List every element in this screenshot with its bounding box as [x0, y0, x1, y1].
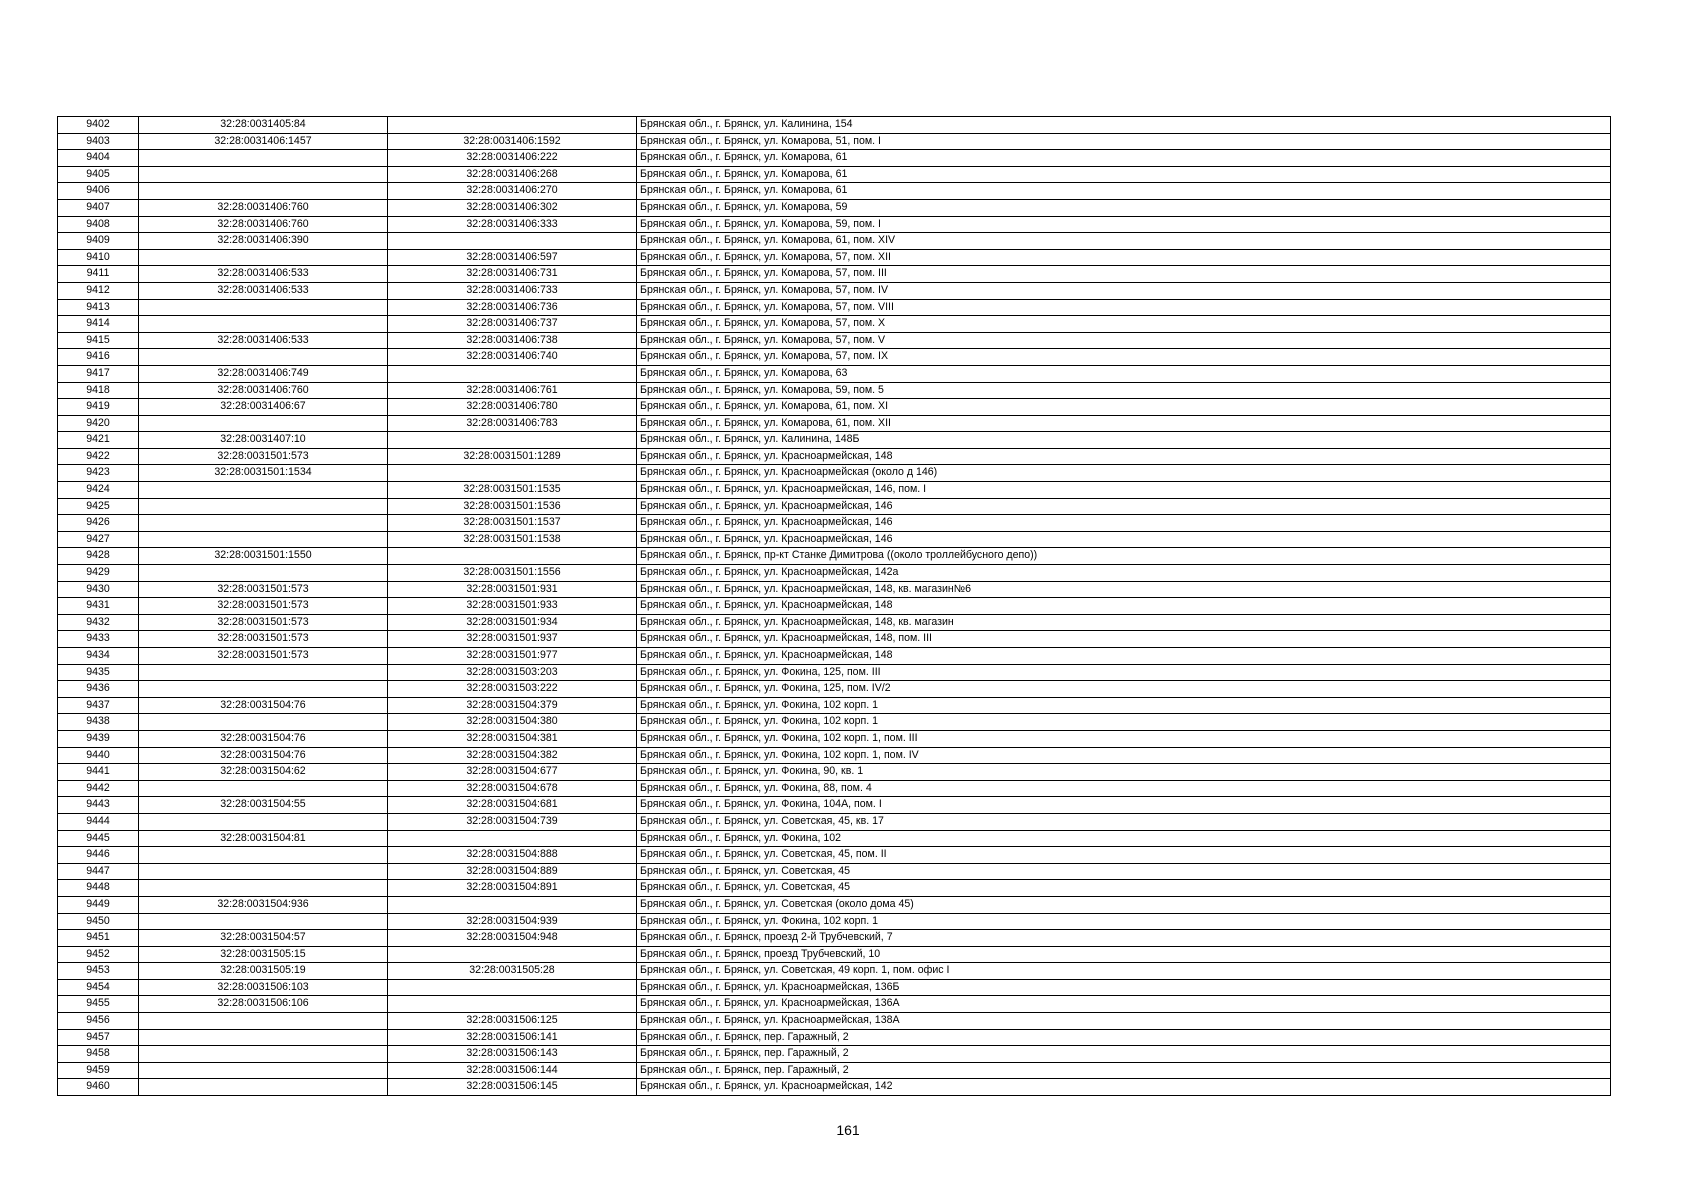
- row-number-cell: 9457: [58, 1029, 139, 1046]
- row-number-cell: 9426: [58, 515, 139, 532]
- parcel-cadastral-number-cell: 32:28:0031406:533: [139, 266, 388, 283]
- row-number-cell: 9455: [58, 996, 139, 1013]
- row-number-cell: 9416: [58, 349, 139, 366]
- row-number-cell: 9441: [58, 764, 139, 781]
- row-number-cell: 9431: [58, 598, 139, 615]
- parcel-cadastral-number-cell: 32:28:0031406:749: [139, 365, 388, 382]
- row-number-cell: 9460: [58, 1079, 139, 1096]
- parcel-cadastral-number-cell: [139, 714, 388, 731]
- object-cadastral-number-cell: 32:28:0031506:143: [388, 1046, 637, 1063]
- address-cell: Брянская обл., г. Брянск, ул. Красноармейская, 136А: [637, 996, 1611, 1013]
- row-number-cell: 9404: [58, 150, 139, 167]
- object-cadastral-number-cell: 32:28:0031506:125: [388, 1013, 637, 1030]
- address-cell: Брянская обл., г. Брянск, ул. Красноармейская, 148: [637, 598, 1611, 615]
- table-row: [58, 498, 1611, 515]
- table-row: [58, 1013, 1611, 1030]
- table-row: [58, 764, 1611, 781]
- row-number-cell: 9418: [58, 382, 139, 399]
- address-cell: Брянская обл., г. Брянск, ул. Красноармейская, 142а: [637, 565, 1611, 582]
- row-number-cell: 9403: [58, 133, 139, 150]
- address-cell: Брянская обл., г. Брянск, пер. Гаражный, 2: [637, 1062, 1611, 1079]
- parcel-cadastral-number-cell: [139, 813, 388, 830]
- address-cell: Брянская обл., г. Брянск, ул. Комарова, 61, пом. XI: [637, 399, 1611, 416]
- table-row: [58, 697, 1611, 714]
- object-cadastral-number-cell: 32:28:0031406:780: [388, 399, 637, 416]
- table-row: [58, 133, 1611, 150]
- object-cadastral-number-cell: 32:28:0031504:948: [388, 930, 637, 947]
- object-cadastral-number-cell: 32:28:0031406:1592: [388, 133, 637, 150]
- table-row: [58, 382, 1611, 399]
- address-cell: Брянская обл., г. Брянск, пер. Гаражный, 2: [637, 1046, 1611, 1063]
- parcel-cadastral-number-cell: [139, 531, 388, 548]
- row-number-cell: 9454: [58, 979, 139, 996]
- address-cell: Брянская обл., г. Брянск, ул. Красноармейская, 148: [637, 448, 1611, 465]
- table-row: [58, 581, 1611, 598]
- address-cell: Брянская обл., г. Брянск, ул. Комарова, 57, пом. VIII: [637, 299, 1611, 316]
- table-row: [58, 648, 1611, 665]
- row-number-cell: 9428: [58, 548, 139, 565]
- table-row: [58, 714, 1611, 731]
- address-cell: Брянская обл., г. Брянск, ул. Калинина, 154: [637, 117, 1611, 134]
- parcel-cadastral-number-cell: [139, 863, 388, 880]
- parcel-cadastral-number-cell: [139, 515, 388, 532]
- address-cell: Брянская обл., г. Брянск, ул. Комарова, 61: [637, 166, 1611, 183]
- table-row: [58, 963, 1611, 980]
- object-cadastral-number-cell: 32:28:0031506:141: [388, 1029, 637, 1046]
- address-cell: Брянская обл., г. Брянск, ул. Комарова, 57, пом. X: [637, 316, 1611, 333]
- row-number-cell: 9459: [58, 1062, 139, 1079]
- parcel-cadastral-number-cell: [139, 415, 388, 432]
- row-number-cell: 9452: [58, 946, 139, 963]
- row-number-cell: 9433: [58, 631, 139, 648]
- parcel-cadastral-number-cell: [139, 316, 388, 333]
- table-row: [58, 1079, 1611, 1096]
- row-number-cell: 9413: [58, 299, 139, 316]
- address-cell: Брянская обл., г. Брянск, проезд 2-й Трубчевский, 7: [637, 930, 1611, 947]
- row-number-cell: 9447: [58, 863, 139, 880]
- row-number-cell: 9445: [58, 830, 139, 847]
- object-cadastral-number-cell: [388, 432, 637, 449]
- address-cell: Брянская обл., г. Брянск, пр-кт Станке Димитрова ((около троллейбусного депо)): [637, 548, 1611, 565]
- parcel-cadastral-number-cell: 32:28:0031406:1457: [139, 133, 388, 150]
- row-number-cell: 9442: [58, 780, 139, 797]
- table-row: [58, 349, 1611, 366]
- parcel-cadastral-number-cell: [139, 249, 388, 266]
- address-cell: Брянская обл., г. Брянск, ул. Фокина, 102 корп. 1: [637, 697, 1611, 714]
- object-cadastral-number-cell: 32:28:0031506:145: [388, 1079, 637, 1096]
- row-number-cell: 9405: [58, 166, 139, 183]
- address-cell: Брянская обл., г. Брянск, ул. Комарова, 59: [637, 199, 1611, 216]
- parcel-cadastral-number-cell: [139, 1013, 388, 1030]
- table-row: [58, 664, 1611, 681]
- table-row: [58, 199, 1611, 216]
- object-cadastral-number-cell: 32:28:0031505:28: [388, 963, 637, 980]
- table-row: [58, 797, 1611, 814]
- parcel-cadastral-number-cell: 32:28:0031504:76: [139, 747, 388, 764]
- table-row: [58, 415, 1611, 432]
- row-number-cell: 9414: [58, 316, 139, 333]
- table-row: [58, 515, 1611, 532]
- address-cell: Брянская обл., г. Брянск, ул. Советская, 45: [637, 880, 1611, 897]
- address-cell: Брянская обл., г. Брянск, ул. Комарова, 61, пом. XII: [637, 415, 1611, 432]
- parcel-cadastral-number-cell: [139, 880, 388, 897]
- address-cell: Брянская обл., г. Брянск, ул. Комарова, 63: [637, 365, 1611, 382]
- object-cadastral-number-cell: 32:28:0031504:381: [388, 730, 637, 747]
- row-number-cell: 9425: [58, 498, 139, 515]
- row-number-cell: 9420: [58, 415, 139, 432]
- table-row: [58, 249, 1611, 266]
- row-number-cell: 9443: [58, 797, 139, 814]
- row-number-cell: 9432: [58, 614, 139, 631]
- table-row: [58, 681, 1611, 698]
- address-cell: Брянская обл., г. Брянск, проезд Трубчевский, 10: [637, 946, 1611, 963]
- table-row: [58, 299, 1611, 316]
- address-cell: Брянская обл., г. Брянск, ул. Красноармейская, 148, пом. III: [637, 631, 1611, 648]
- table-row: [58, 150, 1611, 167]
- row-number-cell: 9446: [58, 847, 139, 864]
- row-number-cell: 9439: [58, 730, 139, 747]
- object-cadastral-number-cell: 32:28:0031406:738: [388, 332, 637, 349]
- parcel-cadastral-number-cell: 32:28:0031501:1550: [139, 548, 388, 565]
- row-number-cell: 9451: [58, 930, 139, 947]
- address-cell: Брянская обл., г. Брянск, ул. Комарова, 57, пом. IV: [637, 282, 1611, 299]
- table-row: [58, 448, 1611, 465]
- address-cell: Брянская обл., г. Брянск, ул. Красноармейская, 148, кв. магазин: [637, 614, 1611, 631]
- address-cell: Брянская обл., г. Брянск, ул. Комарова, 57, пом. XII: [637, 249, 1611, 266]
- table-row: [58, 1029, 1611, 1046]
- address-cell: Брянская обл., г. Брянск, пер. Гаражный, 2: [637, 1029, 1611, 1046]
- object-cadastral-number-cell: 32:28:0031406:733: [388, 282, 637, 299]
- address-cell: Брянская обл., г. Брянск, ул. Комарова, 61: [637, 150, 1611, 167]
- row-number-cell: 9434: [58, 648, 139, 665]
- row-number-cell: 9444: [58, 813, 139, 830]
- table-row: [58, 730, 1611, 747]
- parcel-cadastral-number-cell: 32:28:0031406:760: [139, 382, 388, 399]
- object-cadastral-number-cell: 32:28:0031504:888: [388, 847, 637, 864]
- row-number-cell: 9437: [58, 697, 139, 714]
- row-number-cell: 9402: [58, 117, 139, 134]
- parcel-cadastral-number-cell: 32:28:0031504:62: [139, 764, 388, 781]
- parcel-cadastral-number-cell: [139, 847, 388, 864]
- object-cadastral-number-cell: 32:28:0031501:1535: [388, 482, 637, 499]
- parcel-cadastral-number-cell: [139, 498, 388, 515]
- table-row: [58, 946, 1611, 963]
- parcel-cadastral-number-cell: [139, 150, 388, 167]
- address-cell: Брянская обл., г. Брянск, ул. Советская, 49 корп. 1, пом. офис I: [637, 963, 1611, 980]
- parcel-cadastral-number-cell: 32:28:0031504:936: [139, 896, 388, 913]
- parcel-cadastral-number-cell: [139, 482, 388, 499]
- parcel-cadastral-number-cell: 32:28:0031501:573: [139, 648, 388, 665]
- parcel-cadastral-number-cell: 32:28:0031504:76: [139, 730, 388, 747]
- parcel-cadastral-number-cell: 32:28:0031506:103: [139, 979, 388, 996]
- address-cell: Брянская обл., г. Брянск, ул. Комарова, 57, пом. IX: [637, 349, 1611, 366]
- registry-table-body: [58, 117, 1611, 1096]
- row-number-cell: 9412: [58, 282, 139, 299]
- parcel-cadastral-number-cell: 32:28:0031407:10: [139, 432, 388, 449]
- address-cell: Брянская обл., г. Брянск, ул. Советская, 45, пом. II: [637, 847, 1611, 864]
- row-number-cell: 9423: [58, 465, 139, 482]
- object-cadastral-number-cell: 32:28:0031501:977: [388, 648, 637, 665]
- parcel-cadastral-number-cell: 32:28:0031406:533: [139, 282, 388, 299]
- table-row: [58, 531, 1611, 548]
- object-cadastral-number-cell: 32:28:0031406:761: [388, 382, 637, 399]
- row-number-cell: 9458: [58, 1046, 139, 1063]
- row-number-cell: 9440: [58, 747, 139, 764]
- table-row: [58, 830, 1611, 847]
- object-cadastral-number-cell: [388, 117, 637, 134]
- table-row: [58, 233, 1611, 250]
- table-row: [58, 365, 1611, 382]
- parcel-cadastral-number-cell: [139, 1079, 388, 1096]
- object-cadastral-number-cell: [388, 996, 637, 1013]
- table-row: [58, 282, 1611, 299]
- parcel-cadastral-number-cell: [139, 565, 388, 582]
- object-cadastral-number-cell: [388, 365, 637, 382]
- table-row: [58, 266, 1611, 283]
- object-cadastral-number-cell: 32:28:0031501:931: [388, 581, 637, 598]
- object-cadastral-number-cell: [388, 830, 637, 847]
- parcel-cadastral-number-cell: 32:28:0031501:1534: [139, 465, 388, 482]
- address-cell: Брянская обл., г. Брянск, ул. Комарова, 59, пом. 5: [637, 382, 1611, 399]
- row-number-cell: 9410: [58, 249, 139, 266]
- table-row: [58, 896, 1611, 913]
- parcel-cadastral-number-cell: [139, 1046, 388, 1063]
- table-row: [58, 598, 1611, 615]
- parcel-cadastral-number-cell: [139, 299, 388, 316]
- address-cell: Брянская обл., г. Брянск, ул. Красноармейская, 136Б: [637, 979, 1611, 996]
- row-number-cell: 9449: [58, 896, 139, 913]
- object-cadastral-number-cell: 32:28:0031504:678: [388, 780, 637, 797]
- parcel-cadastral-number-cell: 32:28:0031504:57: [139, 930, 388, 947]
- row-number-cell: 9429: [58, 565, 139, 582]
- object-cadastral-number-cell: 32:28:0031503:203: [388, 664, 637, 681]
- table-row: [58, 780, 1611, 797]
- parcel-cadastral-number-cell: [139, 913, 388, 930]
- object-cadastral-number-cell: 32:28:0031406:737: [388, 316, 637, 333]
- object-cadastral-number-cell: [388, 233, 637, 250]
- object-cadastral-number-cell: 32:28:0031501:1537: [388, 515, 637, 532]
- table-row: [58, 166, 1611, 183]
- parcel-cadastral-number-cell: 32:28:0031504:55: [139, 797, 388, 814]
- row-number-cell: 9435: [58, 664, 139, 681]
- address-cell: Брянская обл., г. Брянск, ул. Фокина, 102 корп. 1, пом. IV: [637, 747, 1611, 764]
- address-cell: Брянская обл., г. Брянск, ул. Фокина, 102: [637, 830, 1611, 847]
- address-cell: Брянская обл., г. Брянск, ул. Красноармейская, 148, кв. магазин№6: [637, 581, 1611, 598]
- object-cadastral-number-cell: [388, 465, 637, 482]
- row-number-cell: 9430: [58, 581, 139, 598]
- row-number-cell: 9422: [58, 448, 139, 465]
- address-cell: Брянская обл., г. Брянск, ул. Красноармейская, 142: [637, 1079, 1611, 1096]
- table-row: [58, 316, 1611, 333]
- object-cadastral-number-cell: [388, 979, 637, 996]
- parcel-cadastral-number-cell: 32:28:0031406:760: [139, 199, 388, 216]
- table-row: [58, 996, 1611, 1013]
- address-cell: Брянская обл., г. Брянск, ул. Фокина, 90, кв. 1: [637, 764, 1611, 781]
- parcel-cadastral-number-cell: 32:28:0031501:573: [139, 631, 388, 648]
- address-cell: Брянская обл., г. Брянск, ул. Фокина, 125, пом. IV/2: [637, 681, 1611, 698]
- row-number-cell: 9436: [58, 681, 139, 698]
- parcel-cadastral-number-cell: 32:28:0031406:760: [139, 216, 388, 233]
- object-cadastral-number-cell: 32:28:0031406:783: [388, 415, 637, 432]
- address-cell: Брянская обл., г. Брянск, ул. Фокина, 102 корп. 1: [637, 714, 1611, 731]
- table-row: [58, 631, 1611, 648]
- address-cell: Брянская обл., г. Брянск, ул. Красноармейская, 146: [637, 498, 1611, 515]
- object-cadastral-number-cell: [388, 946, 637, 963]
- object-cadastral-number-cell: 32:28:0031501:934: [388, 614, 637, 631]
- address-cell: Брянская обл., г. Брянск, ул. Красноармейская, 138А: [637, 1013, 1611, 1030]
- parcel-cadastral-number-cell: 32:28:0031501:573: [139, 598, 388, 615]
- row-number-cell: 9419: [58, 399, 139, 416]
- object-cadastral-number-cell: 32:28:0031504:889: [388, 863, 637, 880]
- table-row: [58, 465, 1611, 482]
- table-row: [58, 913, 1611, 930]
- row-number-cell: 9427: [58, 531, 139, 548]
- table-row: [58, 332, 1611, 349]
- address-cell: Брянская обл., г. Брянск, ул. Фокина, 102 корп. 1, пом. III: [637, 730, 1611, 747]
- object-cadastral-number-cell: 32:28:0031504:939: [388, 913, 637, 930]
- parcel-cadastral-number-cell: [139, 183, 388, 200]
- address-cell: Брянская обл., г. Брянск, ул. Красноармейская, 148: [637, 648, 1611, 665]
- row-number-cell: 9424: [58, 482, 139, 499]
- parcel-cadastral-number-cell: 32:28:0031405:84: [139, 117, 388, 134]
- object-cadastral-number-cell: 32:28:0031504:891: [388, 880, 637, 897]
- object-cadastral-number-cell: 32:28:0031406:740: [388, 349, 637, 366]
- address-cell: Брянская обл., г. Брянск, ул. Комарова, 61, пом. XIV: [637, 233, 1611, 250]
- table-row: [58, 979, 1611, 996]
- table-row: [58, 847, 1611, 864]
- address-cell: Брянская обл., г. Брянск, ул. Комарова, 59, пом. I: [637, 216, 1611, 233]
- address-cell: Брянская обл., г. Брянск, ул. Красноармейская, 146: [637, 515, 1611, 532]
- address-cell: Брянская обл., г. Брянск, ул. Комарова, 57, пом. V: [637, 332, 1611, 349]
- object-cadastral-number-cell: 32:28:0031406:302: [388, 199, 637, 216]
- parcel-cadastral-number-cell: 32:28:0031501:573: [139, 448, 388, 465]
- table-row: [58, 399, 1611, 416]
- table-row: [58, 813, 1611, 830]
- parcel-cadastral-number-cell: 32:28:0031504:76: [139, 697, 388, 714]
- table-row: [58, 117, 1611, 134]
- address-cell: Брянская обл., г. Брянск, ул. Красноармейская, 146, пом. I: [637, 482, 1611, 499]
- table-row: [58, 747, 1611, 764]
- object-cadastral-number-cell: 32:28:0031501:1538: [388, 531, 637, 548]
- table-row: [58, 614, 1611, 631]
- parcel-cadastral-number-cell: [139, 780, 388, 797]
- row-number-cell: 9415: [58, 332, 139, 349]
- table-row: [58, 548, 1611, 565]
- address-cell: Брянская обл., г. Брянск, ул. Фокина, 102 корп. 1: [637, 913, 1611, 930]
- table-row: [58, 880, 1611, 897]
- row-number-cell: 9421: [58, 432, 139, 449]
- page-number: 161: [836, 1122, 860, 1138]
- row-number-cell: 9456: [58, 1013, 139, 1030]
- object-cadastral-number-cell: 32:28:0031406:222: [388, 150, 637, 167]
- object-cadastral-number-cell: 32:28:0031504:379: [388, 697, 637, 714]
- table-row: [58, 216, 1611, 233]
- object-cadastral-number-cell: 32:28:0031504:382: [388, 747, 637, 764]
- object-cadastral-number-cell: 32:28:0031504:380: [388, 714, 637, 731]
- object-cadastral-number-cell: 32:28:0031406:270: [388, 183, 637, 200]
- row-number-cell: 9407: [58, 199, 139, 216]
- parcel-cadastral-number-cell: 32:28:0031406:67: [139, 399, 388, 416]
- object-cadastral-number-cell: 32:28:0031406:333: [388, 216, 637, 233]
- address-cell: Брянская обл., г. Брянск, ул. Фокина, 125, пом. III: [637, 664, 1611, 681]
- parcel-cadastral-number-cell: [139, 166, 388, 183]
- parcel-cadastral-number-cell: 32:28:0031504:81: [139, 830, 388, 847]
- table-row: [58, 863, 1611, 880]
- table-row: [58, 930, 1611, 947]
- table-row: [58, 183, 1611, 200]
- object-cadastral-number-cell: 32:28:0031501:1289: [388, 448, 637, 465]
- parcel-cadastral-number-cell: 32:28:0031505:19: [139, 963, 388, 980]
- parcel-cadastral-number-cell: [139, 1029, 388, 1046]
- row-number-cell: 9417: [58, 365, 139, 382]
- parcel-cadastral-number-cell: [139, 349, 388, 366]
- address-cell: Брянская обл., г. Брянск, ул. Советская, 45, кв. 17: [637, 813, 1611, 830]
- object-cadastral-number-cell: 32:28:0031501:933: [388, 598, 637, 615]
- object-cadastral-number-cell: 32:28:0031406:597: [388, 249, 637, 266]
- table-row: [58, 1046, 1611, 1063]
- object-cadastral-number-cell: 32:28:0031501:1536: [388, 498, 637, 515]
- parcel-cadastral-number-cell: [139, 1062, 388, 1079]
- address-cell: Брянская обл., г. Брянск, ул. Красноармейская, 146: [637, 531, 1611, 548]
- row-number-cell: 9411: [58, 266, 139, 283]
- parcel-cadastral-number-cell: 32:28:0031506:106: [139, 996, 388, 1013]
- parcel-cadastral-number-cell: 32:28:0031406:390: [139, 233, 388, 250]
- row-number-cell: 9438: [58, 714, 139, 731]
- object-cadastral-number-cell: 32:28:0031506:144: [388, 1062, 637, 1079]
- object-cadastral-number-cell: 32:28:0031503:222: [388, 681, 637, 698]
- address-cell: Брянская обл., г. Брянск, ул. Комарова, 51, пом. I: [637, 133, 1611, 150]
- row-number-cell: 9406: [58, 183, 139, 200]
- object-cadastral-number-cell: 32:28:0031501:937: [388, 631, 637, 648]
- object-cadastral-number-cell: 32:28:0031504:681: [388, 797, 637, 814]
- table-row: [58, 432, 1611, 449]
- row-number-cell: 9409: [58, 233, 139, 250]
- object-cadastral-number-cell: 32:28:0031406:736: [388, 299, 637, 316]
- object-cadastral-number-cell: 32:28:0031501:1556: [388, 565, 637, 582]
- address-cell: Брянская обл., г. Брянск, ул. Комарова, 61: [637, 183, 1611, 200]
- parcel-cadastral-number-cell: 32:28:0031505:15: [139, 946, 388, 963]
- parcel-cadastral-number-cell: 32:28:0031501:573: [139, 581, 388, 598]
- address-cell: Брянская обл., г. Брянск, ул. Красноармейская (около д 146): [637, 465, 1611, 482]
- row-number-cell: 9448: [58, 880, 139, 897]
- address-cell: Брянская обл., г. Брянск, ул. Советская (около дома 45): [637, 896, 1611, 913]
- row-number-cell: 9408: [58, 216, 139, 233]
- table-row: [58, 1062, 1611, 1079]
- object-cadastral-number-cell: [388, 896, 637, 913]
- parcel-cadastral-number-cell: [139, 681, 388, 698]
- parcel-cadastral-number-cell: 32:28:0031406:533: [139, 332, 388, 349]
- address-cell: Брянская обл., г. Брянск, ул. Комарова, 57, пом. III: [637, 266, 1611, 283]
- row-number-cell: 9453: [58, 963, 139, 980]
- object-cadastral-number-cell: 32:28:0031406:731: [388, 266, 637, 283]
- address-cell: Брянская обл., г. Брянск, ул. Калинина, 148Б: [637, 432, 1611, 449]
- parcel-cadastral-number-cell: 32:28:0031501:573: [139, 614, 388, 631]
- object-cadastral-number-cell: 32:28:0031504:739: [388, 813, 637, 830]
- table-row: [58, 482, 1611, 499]
- address-cell: Брянская обл., г. Брянск, ул. Советская, 45: [637, 863, 1611, 880]
- object-cadastral-number-cell: 32:28:0031406:268: [388, 166, 637, 183]
- address-cell: Брянская обл., г. Брянск, ул. Фокина, 88, пом. 4: [637, 780, 1611, 797]
- parcel-cadastral-number-cell: [139, 664, 388, 681]
- object-cadastral-number-cell: [388, 548, 637, 565]
- table-row: [58, 565, 1611, 582]
- registry-table: [57, 116, 1611, 1096]
- address-cell: Брянская обл., г. Брянск, ул. Фокина, 104А, пом. I: [637, 797, 1611, 814]
- row-number-cell: 9450: [58, 913, 139, 930]
- object-cadastral-number-cell: 32:28:0031504:677: [388, 764, 637, 781]
